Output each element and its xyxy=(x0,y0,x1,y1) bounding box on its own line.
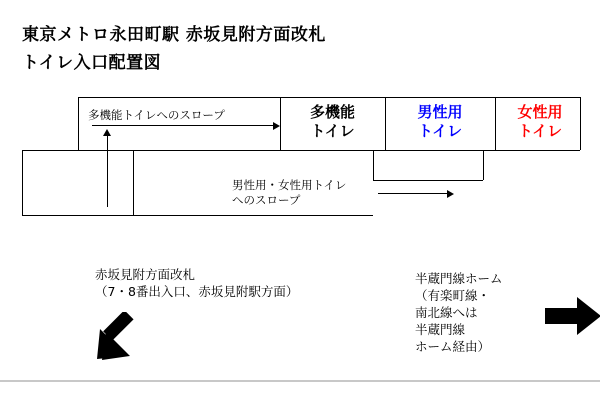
plan-wall-left-upper xyxy=(78,97,79,150)
plan-corridor-right xyxy=(373,150,374,180)
footer-divider xyxy=(0,380,600,382)
plan-corridor-left xyxy=(133,150,134,215)
legend-gate-text xyxy=(95,266,298,300)
arrow-corridor-up-head xyxy=(103,129,111,136)
room-label-multipurpose-line2: トイレ xyxy=(310,122,355,140)
room-label-mens-line1: 男性用 xyxy=(417,103,463,121)
room-label-multipurpose-line1: 多機能 xyxy=(309,103,355,121)
annotation-slope-multipurpose: 多機能トイレへのスロープ xyxy=(88,108,225,122)
legend-gate-line2: （7・8番出入口、赤坂見附駅方面） xyxy=(95,284,299,299)
arrow-slope-multipurpose-head xyxy=(273,122,280,130)
plan-wall-bottom xyxy=(22,215,373,216)
plan-wall-far-right-lower xyxy=(483,150,484,180)
plan-corridor-top xyxy=(133,150,373,151)
annotation-slope-mens-womens xyxy=(232,178,346,208)
plan-wall-outer-left xyxy=(22,150,23,215)
plan-divider-mens-left xyxy=(385,97,386,150)
annotation-slope-mens-womens-line2: へのスロープ xyxy=(232,193,301,207)
room-label-mens xyxy=(390,103,490,141)
legend-gate-line1: 赤坂見附方面改札 xyxy=(95,267,196,282)
legend-platform-line1: 半蔵門線ホーム xyxy=(415,271,503,286)
plan-wall-left-ledge xyxy=(22,150,78,151)
room-label-multipurpose xyxy=(285,103,380,141)
arrow-slope-multipurpose-shaft xyxy=(92,125,274,126)
page-title-line2: トイレ入口配置図 xyxy=(22,53,162,73)
legend-platform-text xyxy=(415,270,503,355)
legend-platform-line2: （有楽町線・ xyxy=(415,288,491,303)
plan-divider-womens-left xyxy=(495,97,496,150)
arrow-down-left-icon xyxy=(92,312,154,364)
room-label-womens-line2: トイレ xyxy=(517,122,563,140)
legend-platform-line3: 南北線へは xyxy=(415,305,478,320)
legend-platform-line4: 半蔵門線 xyxy=(415,322,466,337)
arrow-right-icon xyxy=(545,295,600,337)
room-label-womens xyxy=(500,103,580,141)
plan-divider-multipurpose-left xyxy=(280,97,281,150)
arrow-corridor-up-shaft xyxy=(107,135,108,207)
arrow-slope-mens-womens-head xyxy=(447,190,454,198)
room-label-mens-line2: トイレ xyxy=(417,122,463,140)
plan-wall-top xyxy=(78,97,580,98)
room-label-womens-line1: 女性用 xyxy=(517,103,563,121)
arrow-slope-mens-womens-shaft xyxy=(378,193,448,194)
plan-wall-right xyxy=(580,97,581,150)
page-title-line1: 東京メトロ永田町駅 赤坂見附方面改札 xyxy=(22,25,326,45)
legend-platform-line5: ホーム経由） xyxy=(415,339,491,354)
annotation-slope-mens-womens-line1: 男性用・女性用トイレ xyxy=(232,178,347,192)
plan-corridor-lower-right xyxy=(373,180,483,181)
